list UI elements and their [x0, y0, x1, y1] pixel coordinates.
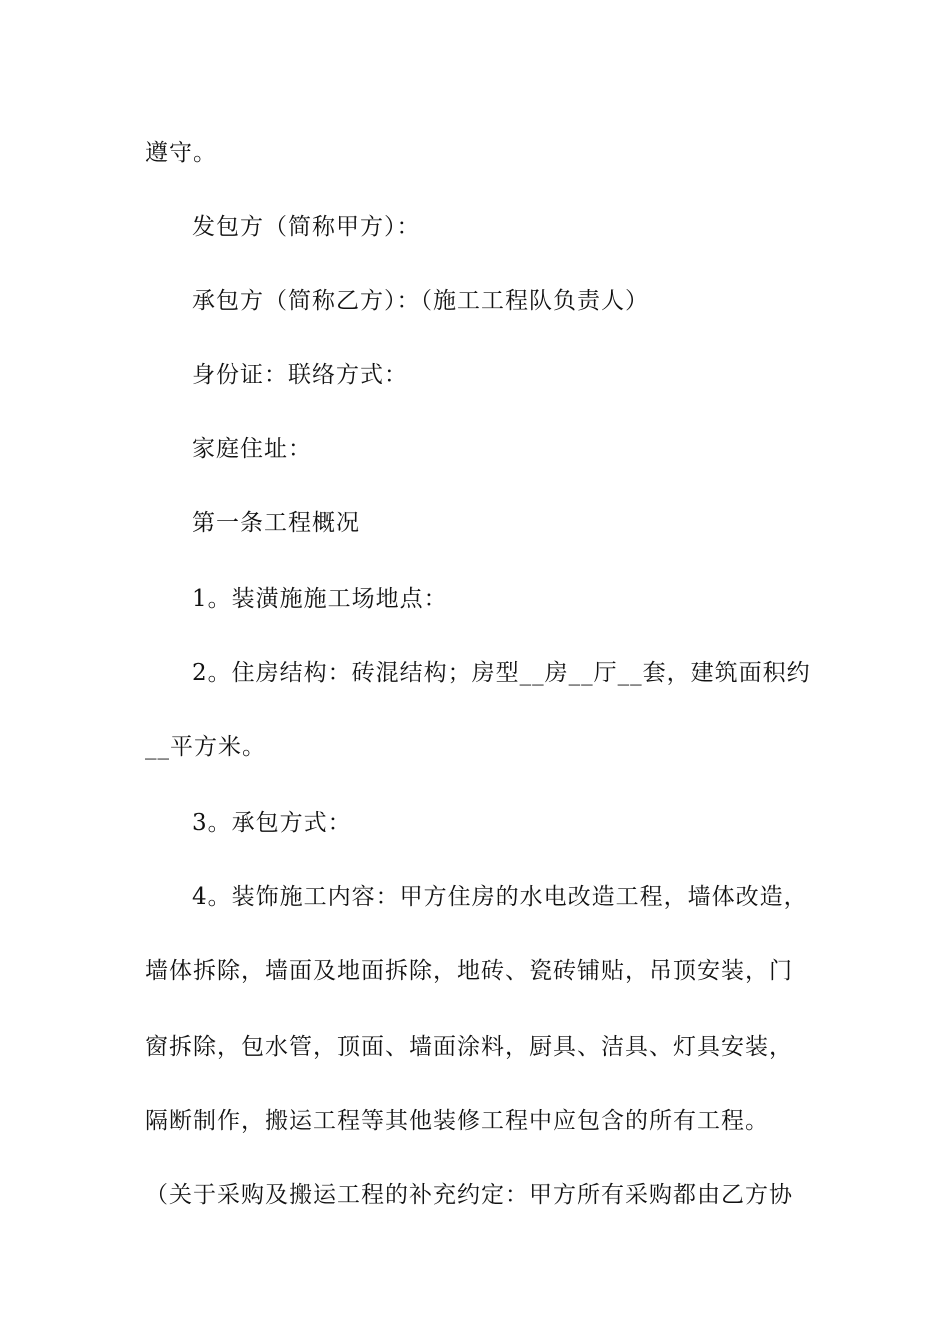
text-line-continuation: 遵守。: [145, 140, 217, 166]
clause-1-site-location: 1。装潢施施工场地点：: [192, 586, 448, 612]
section-heading-article-1: 第一条工程概况: [192, 510, 360, 536]
supplementary-agreement-line: （关于采购及搬运工程的补充约定：甲方所有采购都由乙方协: [145, 1182, 793, 1208]
clause-4-continuation-1: 墙体拆除，墙面及地面拆除，地砖、瓷砖铺贴，吊顶安装，门: [145, 958, 793, 984]
party-a-line: 发包方（简称甲方）：: [192, 214, 421, 240]
party-b-line: 承包方（简称乙方）：（施工工程队负责人）: [192, 288, 649, 314]
clause-4-continuation-3: 隔断制作，搬运工程等其他装修工程中应包含的所有工程。: [145, 1108, 769, 1134]
id-contact-line: 身份证：联络方式：: [192, 362, 408, 388]
clause-3-contract-method: 3。承包方式：: [192, 810, 352, 836]
clause-4-work-content: 4。装饰施工内容：甲方住房的水电改造工程，墙体改造，: [192, 884, 808, 910]
clause-2-continuation: __平方米。: [145, 734, 266, 760]
clause-2-housing-structure: 2。住房结构：砖混结构；房型__房__厅__套，建筑面积约: [192, 660, 811, 686]
home-address-line: 家庭住址：: [192, 436, 312, 462]
clause-4-continuation-2: 窗拆除，包水管，顶面、墙面涂料，厨具、洁具、灯具安装，: [145, 1034, 793, 1060]
